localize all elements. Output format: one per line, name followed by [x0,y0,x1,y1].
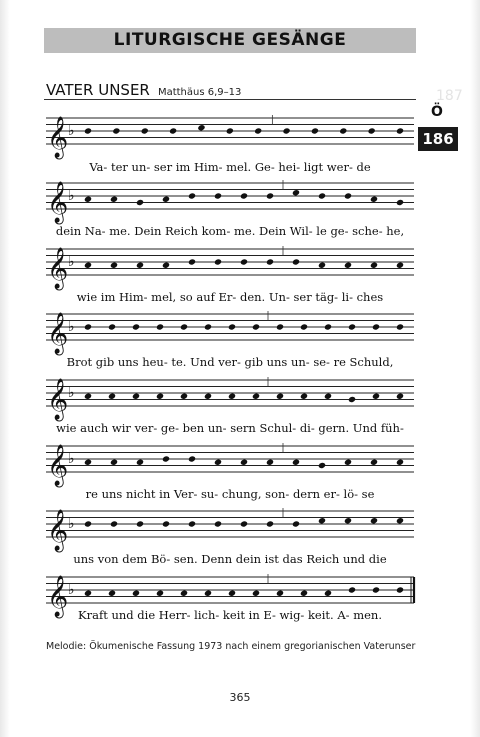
note-head [348,396,356,403]
note-head [292,189,300,196]
note-head [348,323,356,330]
note-head [136,520,144,527]
note-head [84,459,92,466]
note-head [108,590,116,597]
note-head [292,258,300,265]
note-head [368,127,376,134]
note-head [348,586,356,593]
lyric-line: wie im Him- mel, so auf Er- den. Un- ser täg- li- ches [76,290,384,304]
note-head [370,459,378,466]
note-head [214,258,222,265]
note-head [112,127,120,134]
note-head [396,393,404,400]
note-head [156,323,164,330]
note-head [252,323,260,330]
note-head [136,262,144,269]
note-head [318,262,326,269]
lyric-line: Kraft und die Herr- lich- keit in E- wig- keit. A- men. [78,608,382,622]
note-head [204,323,212,330]
note-head [169,127,177,134]
note-head [84,127,92,134]
note-head [204,393,212,400]
note-head [344,192,352,199]
treble-clef-icon: 𝄞 [47,576,69,617]
note-head [396,127,404,134]
note-head [318,192,326,199]
note-head [228,590,236,597]
note-head [162,196,170,203]
note-head [228,393,236,400]
note-head [396,323,404,330]
lyric-line: wie auch wir ver- ge- ben un- sern Schul- di- gern. Und füh- [56,421,404,435]
note-head [276,590,284,597]
note-head [180,323,188,330]
lyric-line: Brot gib uns heu- te. Und ver- gib uns un- se- re Schuld, [66,355,394,369]
treble-clef-icon: 𝄞 [47,117,69,158]
note-head [156,393,164,400]
bleed-through-number: 187 [436,88,463,104]
note-head [108,323,116,330]
note-head [266,258,274,265]
note-head [226,127,234,134]
note-head [180,393,188,400]
note-head [396,262,404,269]
note-head [110,520,118,527]
flat-sign-icon: ♭ [68,582,75,598]
note-head [141,127,149,134]
note-head [372,393,380,400]
song-title: VATER UNSER [46,81,150,99]
note-head [396,459,404,466]
note-head [240,459,248,466]
note-head [84,520,92,527]
note-head [197,124,205,131]
note-head [370,262,378,269]
lyric-line: dein Na- me. Dein Reich kom- me. Dein Wil- le ge- sche- he, [55,224,405,238]
treble-clef-icon: 𝄞 [47,313,69,354]
note-head [344,262,352,269]
note-head [254,127,262,134]
lyric-line: re uns nicht in Ver- su- chung, son- dern er- lö- se [85,487,375,501]
note-head [84,262,92,269]
note-head [84,393,92,400]
note-head [188,520,196,527]
note-head [136,199,144,206]
flat-sign-icon: ♭ [68,254,75,270]
note-head [228,323,236,330]
note-head [266,520,274,527]
note-head [344,517,352,524]
flat-sign-icon: ♭ [68,451,75,467]
flat-sign-icon: ♭ [68,123,75,139]
note-head [252,590,260,597]
side-tab-letter: Ö [431,104,443,120]
note-head [214,192,222,199]
note-head [214,459,222,466]
flat-sign-icon: ♭ [68,385,75,401]
note-head [300,393,308,400]
note-head [84,590,92,597]
note-head [108,393,116,400]
note-head [84,196,92,203]
note-head [370,517,378,524]
note-head [188,192,196,199]
note-head [132,590,140,597]
song-reference: Matthäus 6,9–13 [157,87,242,98]
note-head [252,393,260,400]
note-head [162,262,170,269]
note-head [396,586,404,593]
note-head [372,323,380,330]
note-head [162,455,170,462]
note-head [300,590,308,597]
note-head [276,393,284,400]
side-tab-number: 186 [418,127,458,151]
melody-footnote: Melodie: Ökumenische Fassung 1973 nach einem gregorianischen Vaterunser [46,641,416,652]
note-head [370,196,378,203]
note-head [300,323,308,330]
lyric-line: Va- ter un- ser im Him- mel. Ge- hei- ligt wer- de [89,160,371,174]
note-head [266,192,274,199]
note-head [110,459,118,466]
note-head [110,262,118,269]
note-head [339,127,347,134]
section-title: LITURGISCHE GESÄNGE [113,30,347,50]
note-head [292,459,300,466]
page-number: 365 [229,691,251,704]
note-head [240,258,248,265]
flat-sign-icon: ♭ [68,188,75,204]
note-head [162,520,170,527]
flat-sign-icon: ♭ [68,516,75,532]
note-head [240,520,248,527]
note-head [240,192,248,199]
note-head [324,323,332,330]
note-head [204,590,212,597]
note-head [156,590,164,597]
lyric-line: uns von dem Bö- sen. Denn dein ist das Reich und die [73,552,387,566]
note-head [396,199,404,206]
flat-sign-icon: ♭ [68,319,75,335]
note-head [292,520,300,527]
note-head [132,393,140,400]
note-head [132,323,140,330]
note-head [136,459,144,466]
note-head [276,323,284,330]
treble-clef-icon: 𝄞 [47,445,69,486]
note-head [396,517,404,524]
note-head [214,520,222,527]
note-head [318,517,326,524]
note-head [110,196,118,203]
treble-clef-icon: 𝄞 [47,510,69,551]
note-head [318,462,326,469]
note-head [180,590,188,597]
note-head [84,323,92,330]
note-head [188,455,196,462]
note-head [266,459,274,466]
note-head [344,459,352,466]
treble-clef-icon: 𝄞 [47,182,69,223]
treble-clef-icon: 𝄞 [47,379,69,420]
treble-clef-icon: 𝄞 [47,248,69,289]
note-head [324,393,332,400]
note-head [324,590,332,597]
note-head [282,127,290,134]
note-head [311,127,319,134]
note-head [372,586,380,593]
note-head [188,258,196,265]
